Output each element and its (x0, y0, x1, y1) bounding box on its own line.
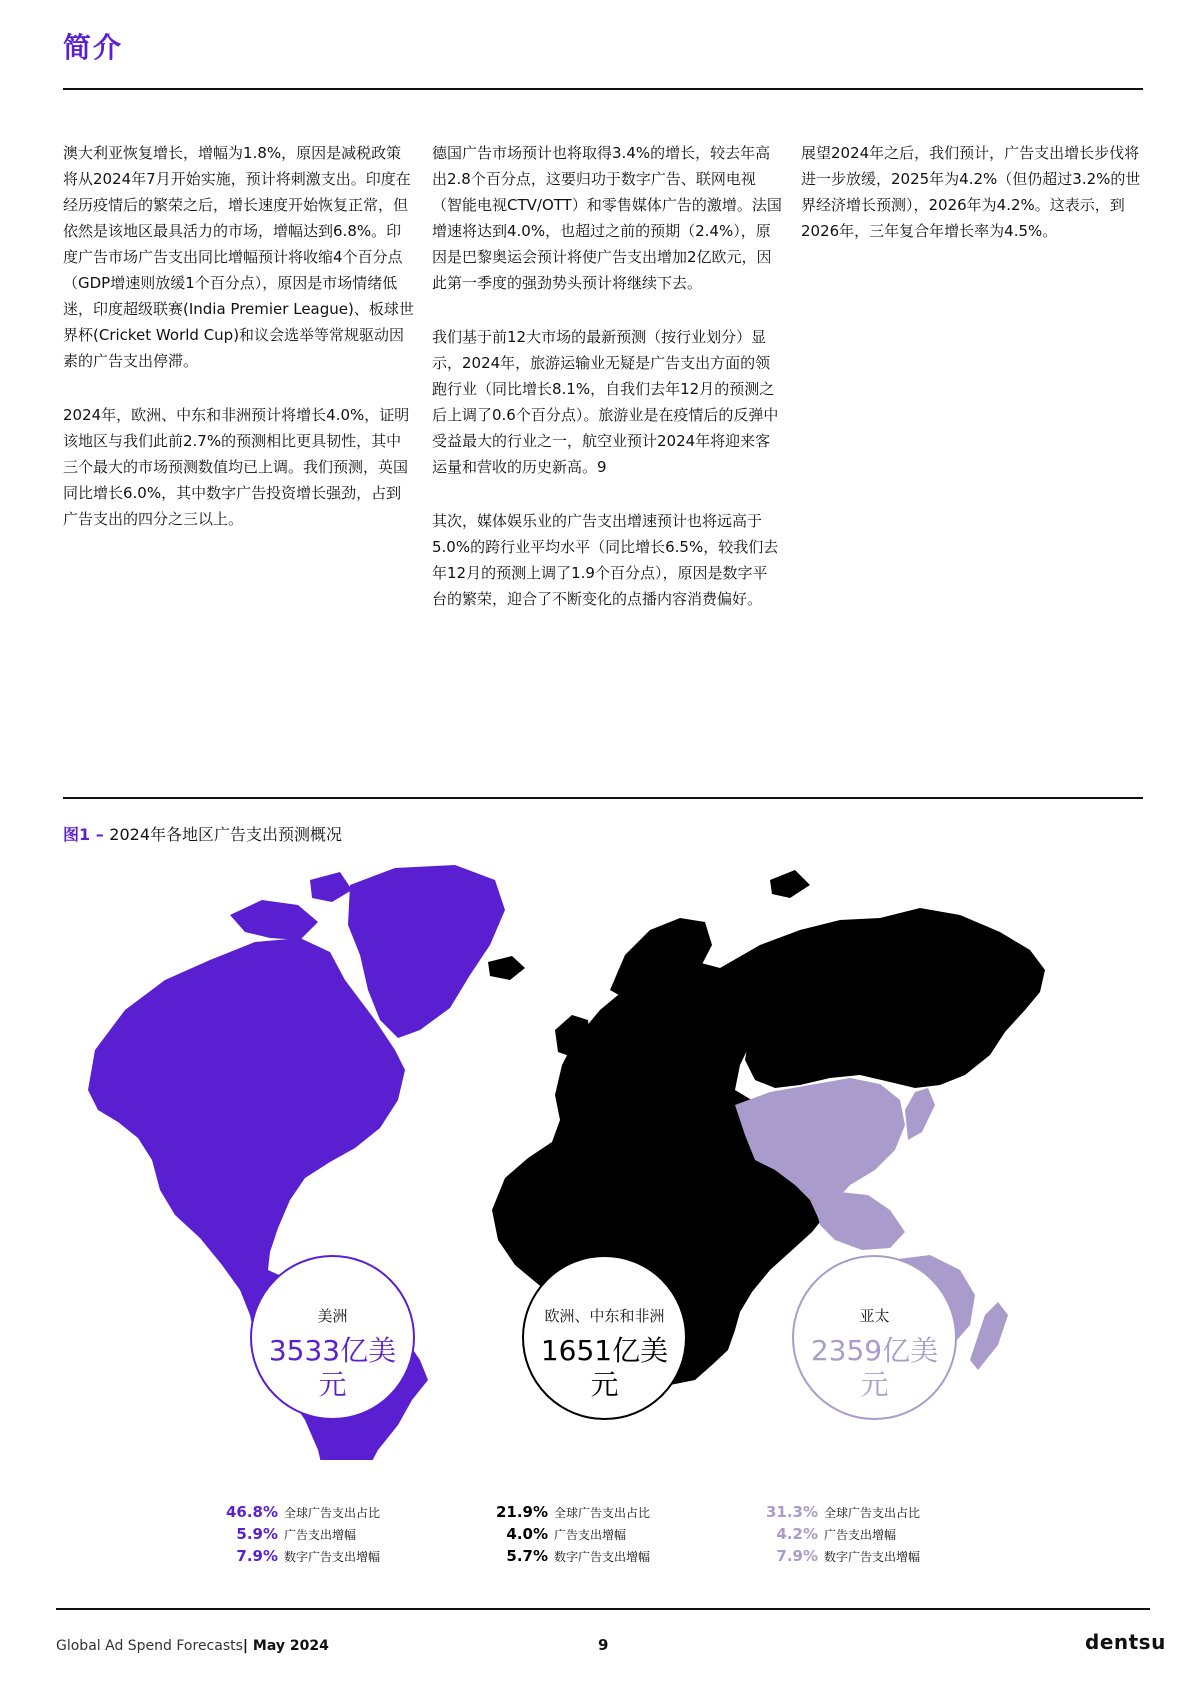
russia-landmass (720, 908, 1045, 1088)
stats-americas (200, 1502, 380, 1568)
region-name: 亚太 (859, 1307, 890, 1325)
stat-value: 5.7% (506, 1547, 548, 1565)
arctic-islands (310, 872, 352, 902)
figure-caption (63, 822, 342, 845)
stat-value: 7.9% (776, 1547, 818, 1565)
region-ad-spend: 1651亿美元 (540, 1334, 669, 1401)
region-bubble-emea (522, 1255, 687, 1420)
stat-label: 广告支出增幅 (554, 1528, 627, 1542)
paragraph: 展望2024年之后，我们预计，广告支出增长步伐将进一步放缓，2025年为4.2%（但仍超过3.2%的世界经济增长预测），2026年为4.2%。这表示，到2026年，三年复合年增长率为4.5%。 (801, 144, 1141, 240)
stat-value: 4.0% (506, 1525, 548, 1543)
paragraph: 我们基于前12大市场的最新预测（按行业划分）显示，2024年，旅游运输业无疑是广告支出方面的领跑行业（同比增长8.1%，自我们去年12月的预测之后上调了0.6个百分点）。旅游业是在疫情后的反弹中受益最大的行业之一，航空业预计2024年将迎来客运量和营收的历史新高。9 (432, 328, 779, 476)
greenland (348, 865, 505, 1038)
stat-label: 数字广告支出增幅 (824, 1550, 921, 1564)
region-name: 美洲 (317, 1307, 348, 1325)
figure-label: 图1 – (63, 825, 110, 844)
page-number: 9 (598, 1636, 609, 1654)
stat-value: 4.2% (776, 1525, 818, 1543)
stats-emea (470, 1502, 650, 1568)
japan (905, 1088, 935, 1140)
map-region-eurasia (720, 870, 1045, 1088)
arctic-islands (230, 900, 318, 940)
iceland (488, 956, 525, 980)
paragraph: 澳大利亚恢复增长，增幅为1.8%，原因是减税政策将从2024年7月开始实施，预计将刺激支出。印度在经历疫情后的繁荣之后，增长速度开始恢复正常，但依然是该地区最具活力的市场，增幅达到6.8%。印度广告市场广告支出同比增幅预计将收缩4个百分点（GDP增速则放缓1个百分点），原因是市场情绪低迷，印度超级联赛(India Premier League)、板球世界杯(Cricket World Cup)和议会选举等常规驱动因素的广告支出停滞。 (63, 144, 414, 370)
region-ad-spend: 2359亿美元 (810, 1334, 939, 1401)
text-column-1 (63, 140, 415, 560)
stats-apac (740, 1502, 920, 1568)
header-divider (63, 88, 1143, 90)
page-title: 简介 (63, 31, 124, 64)
southeast-asia (815, 1192, 905, 1250)
figure-divider (63, 797, 1143, 799)
text-column-3 (801, 140, 1149, 272)
stat-value: 31.3% (765, 1503, 818, 1521)
footer-report: Global Ad Spend Forecasts (56, 1638, 243, 1654)
arctic-archipelago (770, 870, 810, 898)
region-bubble-apac (792, 1255, 957, 1420)
stat-value: 7.9% (236, 1547, 278, 1565)
region-bubble-americas (250, 1255, 415, 1420)
region-ad-spend: 3533亿美元 (268, 1334, 397, 1401)
stat-value: 21.9% (495, 1503, 548, 1521)
stat-label: 数字广告支出增幅 (284, 1550, 381, 1564)
stat-label: 数字广告支出增幅 (554, 1550, 651, 1564)
footer-report-title: Global Ad Spend Forecasts| May 2024 (56, 1638, 329, 1654)
stat-label: 全球广告支出占比 (554, 1506, 651, 1520)
stat-label: 全球广告支出占比 (284, 1506, 381, 1520)
stat-value: 5.9% (236, 1525, 278, 1543)
stat-label: 广告支出增幅 (824, 1528, 897, 1542)
brand-logo: dentsu (1085, 1630, 1166, 1654)
footer-date: May 2024 (252, 1638, 329, 1654)
figure-caption-text: 2024年各地区广告支出预测概况 (109, 825, 343, 844)
text-column-2 (432, 140, 782, 640)
paragraph: 德国广告市场预计也将取得3.4%的增长，较去年高出2.8个百分点，这要归功于数字广告、联网电视（智能电视CTV/OTT）和零售媒体广告的激增。法国增速将达到4.0%，也超过之前的预期（2.4%），原因是巴黎奥运会预计将使广告支出增加2亿欧元，因此第一季度的强劲势头预计将继续下去。 (432, 144, 782, 292)
stat-label: 全球广告支出占比 (824, 1506, 921, 1520)
paragraph: 其次，媒体娱乐业的广告支出增速预计也将远高于5.0%的跨行业平均水平（同比增长6.5%，较我们去年12月的预测上调了1.9个百分点），原因是数字平台的繁荣，迎合了不断变化的点播内容消费偏好。 (432, 512, 779, 608)
paragraph: 2024年，欧洲、中东和非洲预计将增长4.0%，证明该地区与我们此前2.7%的预测相比更具韧性，其中三个最大的市场预测数值均已上调。我们预测，英国同比增长6.0%，其中数字广告投资增长强劲，占到广告支出的四分之三以上。 (63, 406, 410, 528)
stat-label: 广告支出增幅 (284, 1528, 357, 1542)
footer-divider (56, 1608, 1150, 1610)
new-zealand (970, 1302, 1008, 1370)
stat-value: 46.8% (225, 1503, 278, 1521)
region-name: 欧洲、中东和非洲 (544, 1307, 665, 1325)
